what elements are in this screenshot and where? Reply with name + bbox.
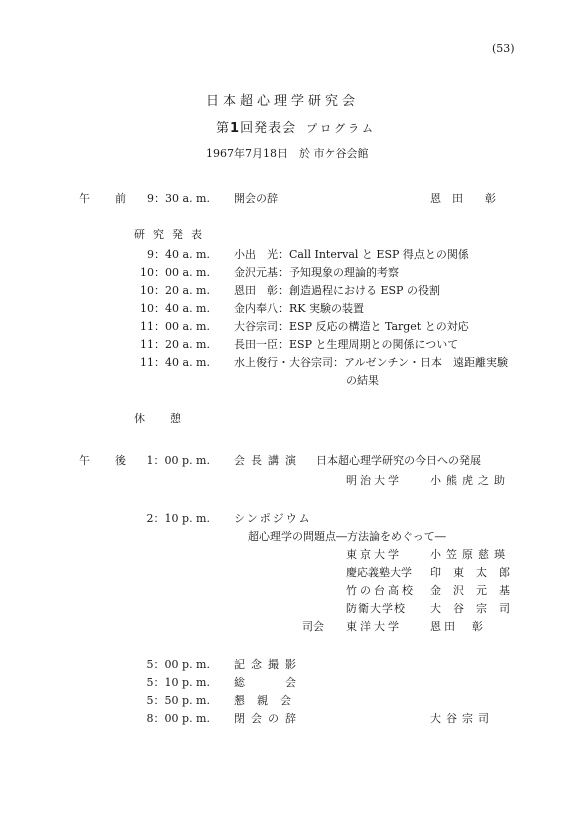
- page-number: (53): [492, 42, 515, 55]
- presentation-item-continued: の結果: [346, 374, 379, 387]
- presentation-time: 9：40 a. m.: [147, 248, 210, 261]
- meeting-title: [216, 117, 376, 136]
- panelist-name: 小笠原慈瑛: [430, 548, 510, 561]
- event-title: 記念撮影: [234, 658, 302, 671]
- afternoon-label: 午 後: [79, 454, 133, 467]
- presentation-item: 水上俊行・大谷宗司：アルゼンチン・日本 遠距離実験: [234, 356, 509, 369]
- symposium-title: 超心理学の問題点―方法論をめぐって―: [248, 530, 446, 543]
- panelist-name: 恩田 彰: [430, 620, 486, 633]
- opening-time: 9：30 a. m.: [147, 192, 210, 205]
- date-place: 1967年7月18日 於 市ケ谷会館: [206, 147, 369, 160]
- panelist-role: 司会: [302, 620, 324, 633]
- program-label: プログラム: [306, 122, 376, 135]
- opening-speaker: 恩 田 彰: [430, 192, 496, 205]
- event-time: 8：00 p. m.: [146, 712, 210, 725]
- panelist-name: 大谷宗司: [430, 602, 522, 615]
- presentation-time: 11：20 a. m.: [140, 338, 210, 351]
- panelist-affiliation: 防衛大学校: [346, 602, 406, 615]
- panelist-affiliation: 竹の台高校: [346, 584, 416, 597]
- event-title: 閉会の辞: [234, 712, 302, 725]
- opening-title: 開会の辞: [234, 192, 278, 205]
- event-time: 5：00 p. m.: [146, 658, 210, 671]
- presentation-time: 10：40 a. m.: [140, 302, 210, 315]
- lecture-speaker: 小熊虎之助: [430, 474, 510, 487]
- presentation-item: 小出 光：Call Interval と ESP 得点との関係: [234, 248, 469, 261]
- panelist-affiliation: 東洋大学: [346, 620, 402, 633]
- presentation-item: 長田一臣：ESP と生理周期との関係について: [234, 338, 459, 351]
- presentation-time: 11：00 a. m.: [140, 320, 210, 333]
- lecture-affiliation: 明治大学: [346, 474, 402, 487]
- panelist-affiliation: 慶応義塾大学: [346, 566, 412, 579]
- event-time: 5：50 p. m.: [146, 694, 210, 707]
- event-title: 懇親会: [234, 694, 303, 707]
- lecture-title: 日本超心理学研究の今日への発展: [316, 454, 481, 467]
- lecture-kind: 会長講演: [234, 454, 302, 467]
- event-title: 総 会: [234, 676, 302, 689]
- panelist-affiliation: 東京大学: [346, 548, 402, 561]
- meeting-suffix: 回発表会: [240, 121, 297, 136]
- presentation-time: 11：40 a. m.: [140, 356, 210, 369]
- presentation-item: 恩田 彰：創造過程における ESP の役割: [234, 284, 440, 297]
- presentations-label: 研究発表: [134, 228, 210, 241]
- event-time: 5：10 p. m.: [146, 676, 210, 689]
- panelist-name: 印東太郎: [430, 566, 522, 579]
- presentation-time: 10：20 a. m.: [140, 284, 210, 297]
- event-speaker: 大谷宗司: [430, 712, 494, 725]
- presentation-item: 金内奉八：RK 実験の装置: [234, 302, 364, 315]
- presentation-time: 10：00 a. m.: [140, 266, 210, 279]
- meeting-prefix: 第: [216, 121, 231, 136]
- panelist-name: 金沢元基: [430, 584, 522, 597]
- symposium-time: 2：10 p. m.: [146, 512, 210, 525]
- org-title: 日本超心理学研究会: [206, 94, 360, 109]
- meeting-number: 1: [230, 121, 241, 136]
- break-label: 休 憩: [134, 412, 188, 425]
- morning-label: 午 前: [79, 192, 133, 205]
- presentation-item: 大谷宗司：ESP 反応の構造と Target との対応: [234, 320, 469, 333]
- symposium-kind: シンポジウム: [234, 512, 312, 525]
- presentation-item: 金沢元基：予知現象の理論的考察: [234, 266, 399, 279]
- lecture-time: 1：00 p. m.: [146, 454, 210, 467]
